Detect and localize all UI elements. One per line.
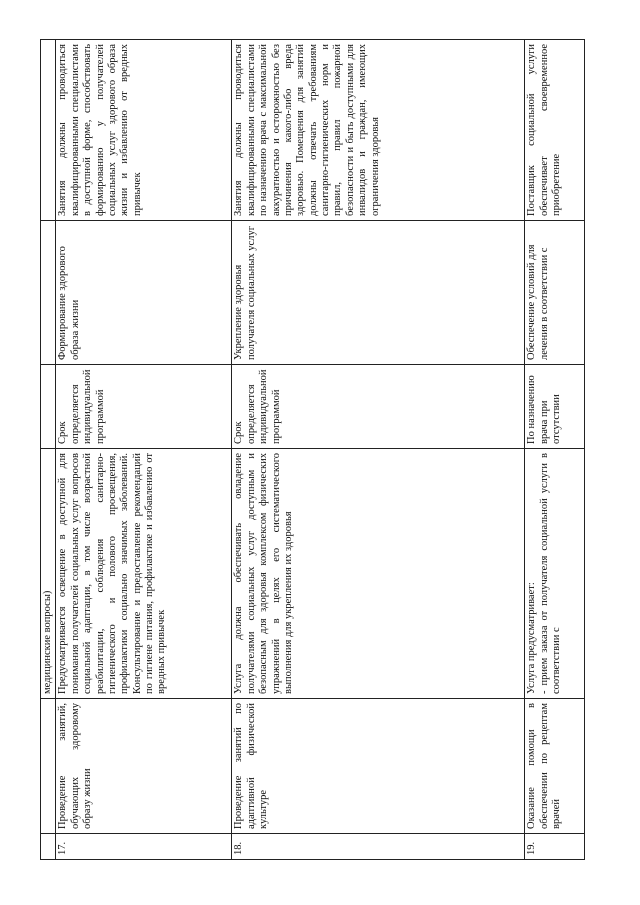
table-row (232, 40, 525, 860)
services-table (40, 39, 585, 860)
description-paragraph: Предусматривается освещение в доступной для понимания получателей социальных услуг вопросов социальной адаптации, в том числе возрастной реабилитации, соблюдения санитарно-гигиенического и полового просвещения, профилактики социально значимых заболеваний. Консультирование и предоставление рекомендаций по гигиене питания, профилактике и избавлению от вредных привычек (57, 453, 168, 694)
service-purpose: Формирование здорового образа жизни (56, 221, 232, 365)
table-row-continuation (41, 40, 56, 860)
cell-empty (41, 699, 56, 834)
row-number: 17. (56, 834, 232, 860)
description-paragraph: - прием заказа от получателя социальной услуги в соответствии с (538, 453, 563, 694)
service-description (525, 449, 585, 699)
description-paragraph: Услуга предусматривает: (526, 582, 538, 694)
service-description (56, 449, 232, 699)
service-name: Проведение занятий по адаптивной физической культуре (232, 699, 525, 834)
cell-empty (41, 834, 56, 860)
service-term: Срок определяется индивидуальной программой (56, 365, 232, 449)
service-term: Срок определяется индивидуальной программой (232, 365, 525, 449)
row-number: 18. (232, 834, 525, 860)
row-number: 19. (525, 834, 585, 860)
service-conditions: Поставщик социальной услуги обеспечивает своевременное приобретение (525, 40, 585, 221)
service-description (232, 449, 525, 699)
description-paragraph: Услуга должна обеспечивать овладение получателями социальных услуг доступным и безопасным для здоровья комплексом физических упражнений в целях его систематического выполнения для укрепления их здоровья (233, 453, 294, 694)
cell-empty (41, 221, 56, 365)
cell-empty (41, 365, 56, 449)
service-name: Оказание помощи в обеспечении по рецептам врачей (525, 699, 585, 834)
service-conditions: Занятия должны проводиться квалифицированными специалистами в доступной форме, способствовать формированию у получателей социальных услуг здорового образа жизни и избавлению от вредных привычек (56, 40, 232, 221)
table-row (525, 40, 585, 860)
table-row (56, 40, 232, 860)
service-purpose: Обеспечение условий для лечения в соответствии с (525, 221, 585, 365)
cell-empty (41, 40, 56, 221)
service-conditions: Занятия должны проводиться квалифицированными специалистами по назначению врача с максимальной аккуратностью и осторожностью без причинения какого-либо вреда здоровью. Помещения для занятий должны отвечать требованиям санитарно-гигиенических норм и правил, правил пожарной безопасности и быть доступными для инвалидов и граждан, имеющих ограничения здоровья (232, 40, 525, 221)
service-name: Проведение занятий, обучающих здоровому образу жизни (56, 699, 232, 834)
service-term: По назначению врача при отсутствии (525, 365, 585, 449)
rotated-page (40, 40, 585, 860)
service-purpose: Укрепление здоровья получателя социальных услуг (232, 221, 525, 365)
cell-continuation-text: медицинские вопросы) (41, 449, 56, 699)
